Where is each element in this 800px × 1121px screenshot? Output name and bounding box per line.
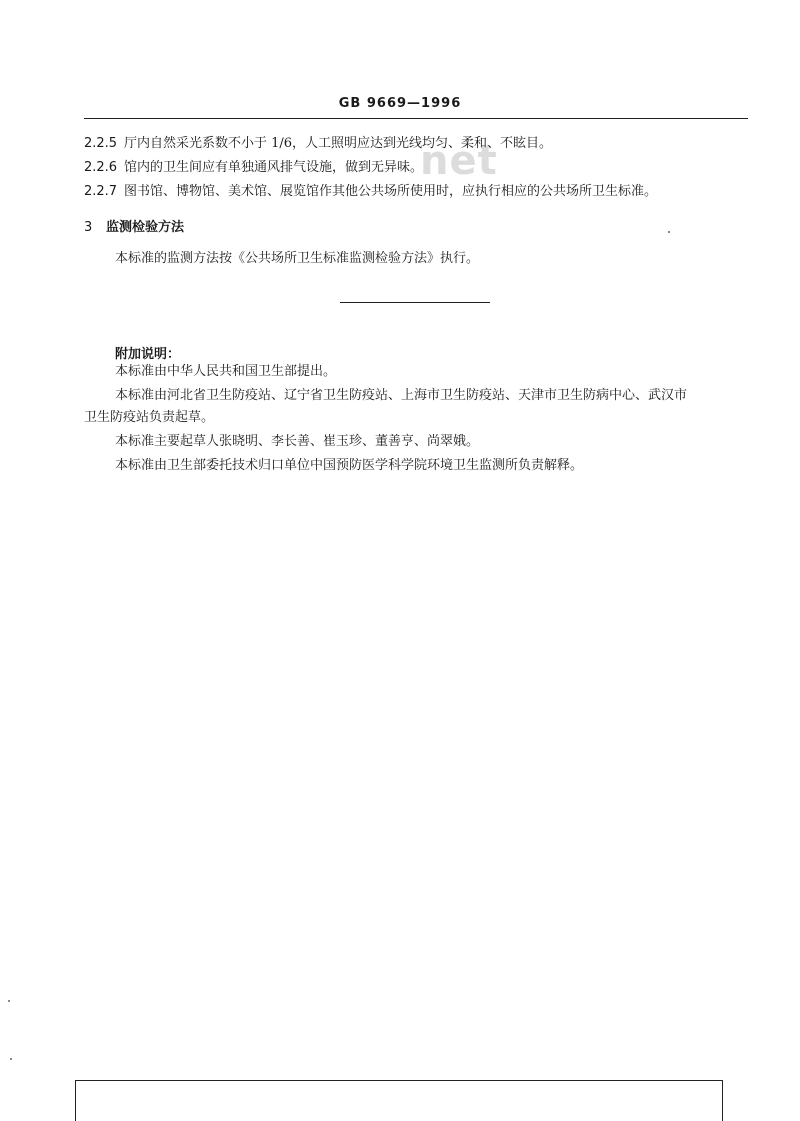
- note-line: 本标准由卫生部委托技术归口单位中国预防医学科学院环境卫生监测所负责解释。: [115, 458, 584, 473]
- clause-text: 馆内的卫生间应有单独通风排气设施，做到无异味。: [124, 160, 424, 175]
- note-line: 本标准由中华人民共和国卫生部提出。: [115, 364, 337, 379]
- section-3-heading: [84, 216, 184, 235]
- section-title: 监测检验方法: [106, 220, 185, 235]
- standard-code-header: GB 9669—1996: [338, 96, 462, 111]
- clause-number: 2.2.6: [84, 160, 118, 175]
- clause-2-2-7: [84, 184, 657, 200]
- scan-speck: [10, 1058, 12, 1060]
- clause-number: 2.2.7: [84, 184, 118, 199]
- scan-speck: [8, 1000, 10, 1002]
- clause-text: 厅内自然采光系数不小于 1/6，人工照明应达到光线均匀、柔和、不眩目。: [124, 136, 553, 151]
- notes-title: 附加说明：: [115, 347, 181, 362]
- header-rule: [84, 118, 748, 119]
- note-line: 本标准主要起草人张晓明、李长善、崔玉珍、董善亨、尚翠娥。: [115, 434, 480, 449]
- clause-number: 2.2.5: [84, 136, 118, 151]
- scan-speck: [668, 231, 670, 233]
- note-line: 本标准由河北省卫生防疫站、辽宁省卫生防疫站、上海市卫生防疫站、天津市卫生防病中心、武汉市: [115, 388, 688, 403]
- clause-text: 图书馆、博物馆、美术馆、展览馆作其他公共场所使用时，应执行相应的公共场所卫生标准。: [124, 184, 658, 199]
- clause-2-2-5: [84, 136, 552, 152]
- note-line: 卫生防疫站负责起草。: [84, 410, 215, 425]
- end-of-text-rule: [340, 302, 490, 303]
- section-3-body: 本标准的监测方法按《公共场所卫生标准监测检验方法》执行。: [115, 251, 480, 266]
- clause-2-2-6: [84, 160, 423, 176]
- section-number: 3: [84, 220, 93, 235]
- watermark: net: [420, 138, 498, 184]
